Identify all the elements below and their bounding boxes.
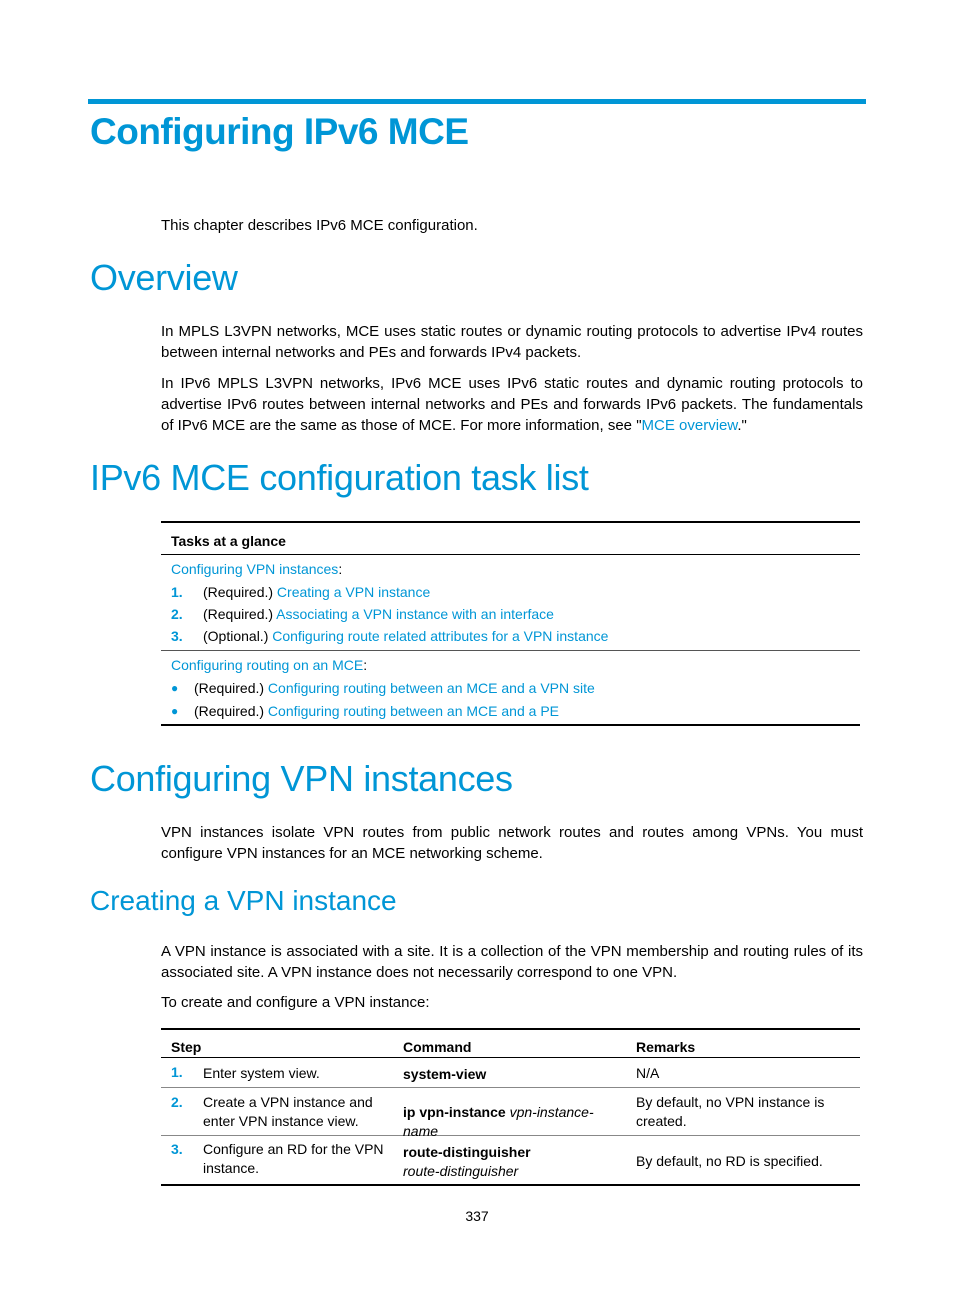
step-number: 2. xyxy=(171,606,183,622)
bullet-icon: ● xyxy=(171,704,179,718)
task-prefix: (Required.) xyxy=(203,584,274,600)
command-arg: vpn-instance-name xyxy=(403,1104,594,1139)
table-row xyxy=(161,1088,860,1139)
task-list-heading: IPv6 MCE configuration task list xyxy=(90,457,589,498)
vpn-instances-paragraph: VPN instances isolate VPN routes from public network routes and routes among VPNs. You must configure VPN instances for an MCE networking scheme. xyxy=(161,824,863,862)
route-attributes-link[interactable]: Configuring route related attributes for a VPN instance xyxy=(272,628,609,644)
step-number: 2. xyxy=(171,1094,183,1110)
header-command: Command xyxy=(403,1039,472,1055)
creating-vpn-instance-link[interactable]: Creating a VPN instance xyxy=(276,584,431,600)
steps-table xyxy=(161,1028,860,1186)
overview-paragraph-2 xyxy=(161,373,863,436)
command-arg: route-distinguisher xyxy=(403,1163,519,1179)
creating-paragraph-2: To create and configure a VPN instance: xyxy=(161,994,430,1011)
table-header-row xyxy=(161,1030,860,1057)
tasks-table-header: Tasks at a glance xyxy=(171,533,286,549)
vpn-instances-heading: Configuring VPN instances xyxy=(90,758,513,799)
header-remarks: Remarks xyxy=(636,1039,696,1055)
list-item xyxy=(161,625,860,647)
task-prefix: (Required.) xyxy=(194,703,265,719)
list-item xyxy=(161,677,860,700)
task-section-routing: Configuring routing on an MCE: xyxy=(171,657,368,673)
chapter-rule xyxy=(88,99,866,104)
task-prefix: (Required.) xyxy=(203,606,274,622)
list-item xyxy=(161,581,860,603)
tasks-table xyxy=(161,521,860,726)
step-number: 3. xyxy=(171,628,183,644)
overview-p2-end: ." xyxy=(737,417,747,434)
page-number: 337 xyxy=(465,1208,489,1224)
command-text: ip vpn-instance xyxy=(403,1104,506,1120)
chapter-title: Configuring IPv6 MCE xyxy=(90,111,469,152)
step-number: 1. xyxy=(171,1064,183,1080)
table-row xyxy=(161,1136,860,1184)
command-text: system-view xyxy=(403,1066,487,1082)
command-text: route-distinguisher xyxy=(403,1144,531,1160)
step-text: Configure an RD for the VPN instance. xyxy=(203,1141,384,1176)
mce-overview-link[interactable]: MCE overview xyxy=(641,417,738,434)
intro-text: This chapter describes IPv6 MCE configuration. xyxy=(161,217,478,234)
header-step: Step xyxy=(171,1039,202,1055)
task-prefix: (Optional.) xyxy=(203,628,269,644)
routing-mce-pe-link[interactable]: Configuring routing between an MCE and a PE xyxy=(267,703,559,719)
step-number: 3. xyxy=(171,1141,183,1157)
list-item xyxy=(161,700,860,723)
task-section-vpn: Configuring VPN instances: xyxy=(171,561,343,577)
configuring-vpn-instances-link[interactable]: Configuring VPN instances xyxy=(171,561,339,577)
bullet-icon: ● xyxy=(171,681,179,695)
step-number: 1. xyxy=(171,584,183,600)
task-prefix: (Required.) xyxy=(194,680,265,696)
overview-heading: Overview xyxy=(90,257,238,298)
overview-paragraph-1: In MPLS L3VPN networks, MCE uses static routes or dynamic routing protocols to advertise IPv4 routes between internal networks and PEs and forwards IPv4 packets. xyxy=(161,323,863,361)
routing-mce-vpn-site-link[interactable]: Configuring routing between an MCE and a VPN site xyxy=(267,680,595,696)
table-bottom-rule xyxy=(161,1184,860,1186)
creating-vpn-instance-heading: Creating a VPN instance xyxy=(90,885,397,916)
associating-vpn-instance-link[interactable]: Associating a VPN instance with an interface xyxy=(276,606,554,622)
remarks-text: By default, no VPN instance is created. xyxy=(636,1094,825,1129)
creating-paragraph-1: A VPN instance is associated with a site. It is a collection of the VPN membership and routing rules of its associated site. A VPN instance does not necessarily correspond to one VPN. xyxy=(161,943,863,981)
remarks-text: N/A xyxy=(636,1065,660,1081)
step-text: Create a VPN instance and enter VPN instance view. xyxy=(203,1094,373,1129)
step-text: Enter system view. xyxy=(203,1065,320,1081)
overview-p2-text: In IPv6 MPLS L3VPN networks, IPv6 MCE uses IPv6 static routes and dynamic routing protocols to advertise IPv6 routes between internal networks and PEs and forwards IPv6 packets. The fundamentals of IPv6 MCE are the same as those of MCE. For more information, see " xyxy=(161,375,863,434)
table-bottom-rule xyxy=(161,724,860,726)
table-row xyxy=(161,1058,860,1087)
configuring-routing-link[interactable]: Configuring routing on an MCE xyxy=(171,657,364,673)
list-item xyxy=(161,603,860,625)
remarks-text: By default, no RD is specified. xyxy=(636,1153,823,1169)
